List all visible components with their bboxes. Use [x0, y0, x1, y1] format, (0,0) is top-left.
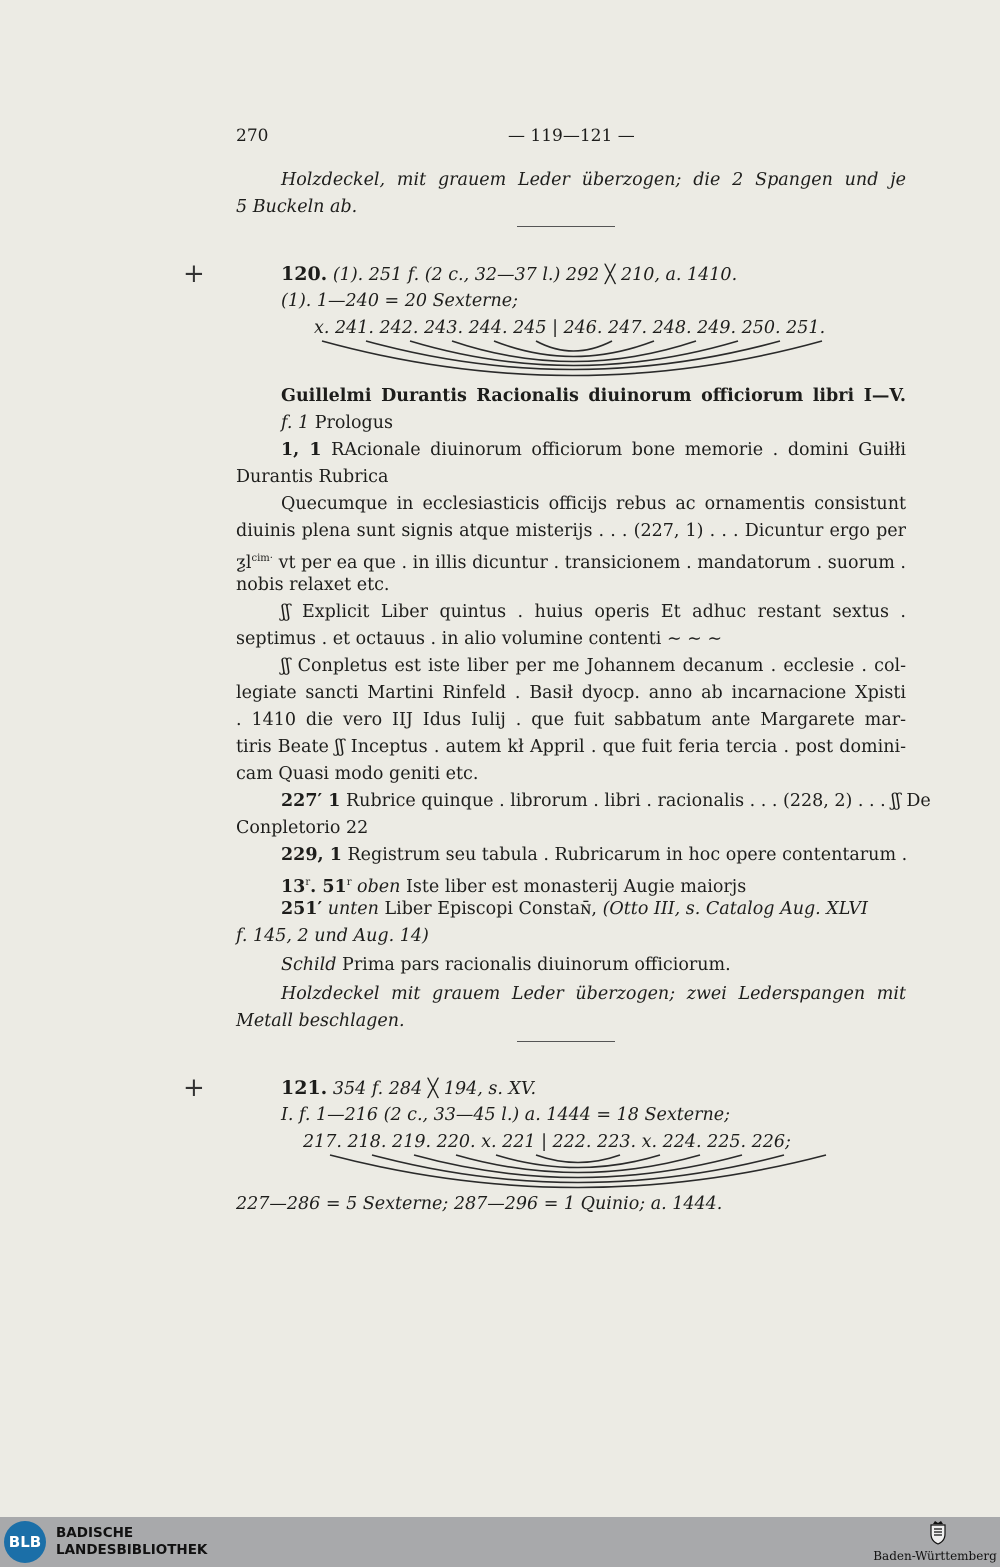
running-head: — 119—121 — — [508, 126, 635, 146]
blb-logo[interactable]: BLB — [4, 1521, 46, 1563]
text-line: ʃʃ Conpletus est iste liber per me Johannem decanum . ecclesie . col- — [281, 656, 906, 676]
text-line: . 1410 die vero IIJ Idus Iulij . que fuit sabbatum ante Margarete mar- — [236, 710, 906, 730]
entry-description: (1). 251 f. (2 c., 32—37 l.) 292 ╳ 210, a. 1410. — [332, 265, 738, 285]
text-line: 227′ 1 Rubrice quinque . librorum . libri . racionalis . . . (228, 2) . . . ʃʃ De — [281, 791, 931, 811]
entry-number: 121. — [281, 1077, 328, 1099]
text-line: legiate sancti Martini Rinfeld . Basił dyocp. anno ab incarnacione Xpisti — [236, 683, 906, 703]
text-line: Quecumque in ecclesiasticis officijs rebus ac ornamentis consistunt — [281, 494, 906, 514]
text-line: 227—286 = 5 Sexterne; 287—296 = 1 Quinio; a. 1444. — [236, 1194, 723, 1214]
text-line: $ƺl^{cim\cdot}$ vt per ea que . in illis dicuntur . transicionem . mandatorum . suorum . — [236, 552, 906, 573]
state-name[interactable]: Baden-Württemberg — [873, 1549, 997, 1563]
quire-numbers: 217. 218. 219. 220. x. 221 | 222. 223. x. 224. 225. 226; — [303, 1132, 791, 1152]
text-line: Holzdeckel, mit grauem Leder überzogen; die 2 Spangen und je — [281, 170, 906, 190]
page-number: 270 — [236, 126, 269, 146]
entry-description: 354 f. 284 ╳ 194, s. XV. — [332, 1079, 537, 1099]
text-line: tiris Beate ʃʃ Inceptus . autem kł Appril . que fuit feria tercia . post domini- — [236, 737, 906, 757]
text-line: f. 1 Prologus — [281, 413, 393, 433]
text-line: 251′ unten Liber Episcopi Constaɴ̄, (Otto III, s. Catalog Aug. XLVI — [281, 899, 868, 919]
text-line: ʃʃ Explicit Liber quintus . huius operis Et adhuc restant sextus . — [281, 602, 906, 622]
library-name[interactable]: BADISCHE LANDESBIBLIOTHEK — [56, 1525, 208, 1558]
entry-number: 120. — [281, 263, 328, 285]
text-line: 5 Buckeln ab. — [236, 197, 358, 217]
text-line: septimus . et octauus . in alio volumine contenti ∼ ∼ ∼ — [236, 629, 723, 649]
work-title: Guillelmi Durantis Racionalis diuinorum officiorum libri I—V. — [281, 386, 906, 406]
state-crest-icon — [928, 1520, 948, 1546]
footer-bar — [0, 1517, 1000, 1567]
margin-plus-mark: + — [183, 259, 205, 289]
text-line: Conpletorio 22 — [236, 818, 369, 838]
text-line: (1). 1—240 = 20 Sexterne; — [281, 291, 519, 311]
text-line: 229, 1 Registrum seu tabula . Rubricarum in hoc opere contentarum . — [281, 845, 908, 865]
text-line: Schild Prima pars racionalis diuinorum officiorum. — [281, 955, 731, 975]
text-line: Metall beschlagen. — [236, 1011, 405, 1031]
text-line: nobis relaxet etc. — [236, 575, 390, 595]
text-line: 1, 1 RAcionale diuinorum officiorum bone memorie . domini Guiłłi — [281, 440, 906, 460]
text-line: diuinis plena sunt signis atque misterijs . . . (227, 1) . . . Dicuntur ergo per — [236, 521, 906, 541]
text-line: Holzdeckel mit grauem Leder überzogen; zwei Lederspangen mit — [281, 984, 906, 1004]
text-line: 13$^r$. 51$^r$ oben Iste liber est monasterij Augie maiorjs — [281, 876, 747, 897]
margin-plus-mark: + — [183, 1073, 205, 1103]
text-line: cam Quasi modo geniti etc. — [236, 764, 479, 784]
text-line: I. f. 1—216 (2 c., 33—45 l.) a. 1444 = 18 Sexterne; — [281, 1105, 730, 1125]
text-line: f. 145, 2 und Aug. 14) — [236, 926, 429, 946]
text-line: Durantis Rubrica — [236, 467, 389, 487]
quire-numbers: x. 241. 242. 243. 244. 245 | 246. 247. 248. 249. 250. 251. — [314, 318, 826, 338]
